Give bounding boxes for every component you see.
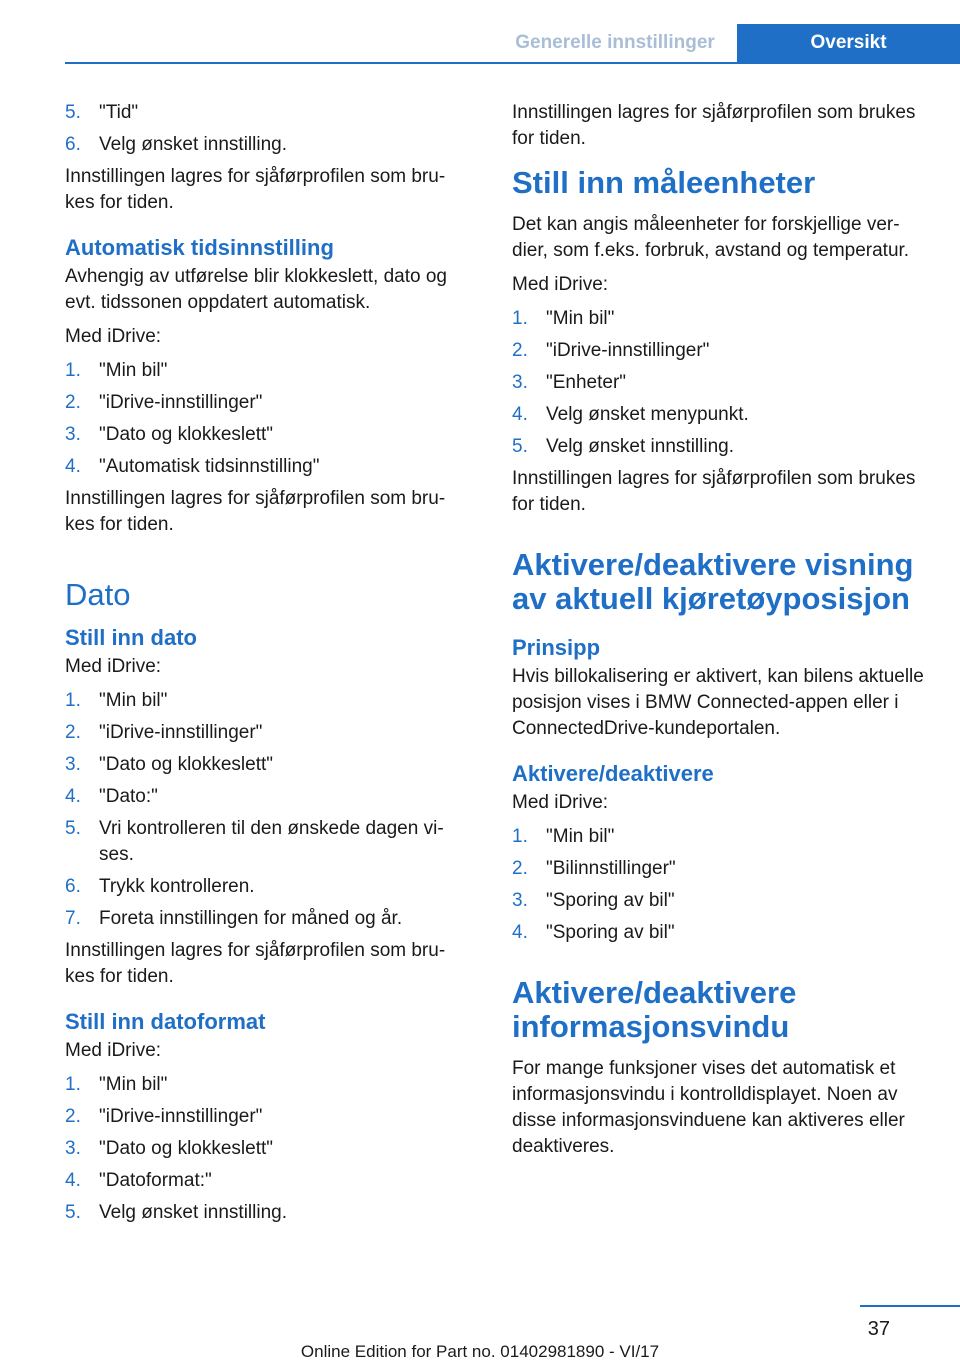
list-item-number: 5. [65,818,81,839]
paragraph-med-idrive: Med iDrive: [512,792,609,813]
list-enheter-steps [512,306,924,460]
list-item-text: "Dato:" [99,786,158,807]
list-item-number: 4. [65,1170,81,1191]
list-tid [65,100,467,158]
heading-prinsipp: Prinsipp [512,635,601,660]
paragraph-informasjonsvindu: For mange funksjoner vises det automatisk et informasjonsvindu i kontrolldisplayet. Noen av disse informasjonsvinduene kan aktiveres eller deaktiveres. [512,1058,905,1157]
heading-still-inn-dato: Still inn dato [65,625,197,650]
paragraph-automatisk: Avhengig av utførelse blir klokkeslett, dato og evt. tidssonen oppdatert automatisk. [65,266,447,313]
list-item [512,338,924,364]
heading-still-inn-datoformat: Still inn datoformat [65,1009,266,1034]
list-item-text: Velg ønsket innstilling. [99,134,287,155]
list-item-number: 2. [512,858,528,879]
list-item-number: 5. [512,436,528,457]
paragraph-maaleenheter: Det kan angis måleenheter for forskjellige verdier, som f.eks. forbruk, avstand og temperatur. [512,214,910,261]
list-automatisk-steps [65,358,467,480]
list-item-text: Velg ønsket menypunkt. [546,404,749,425]
list-item [65,1104,467,1130]
list-item-text: "Enheter" [546,372,627,393]
list-item-text: Foreta innstillingen for måned og år. [99,908,403,929]
list-item-number: 3. [512,890,528,911]
list-item [65,100,467,126]
list-item [65,1200,467,1226]
paragraph-prinsipp: Hvis billokalisering er aktivert, kan bilens aktuelle posisjon vises i BMW Connected-appen eller i ConnectedDrive-kundeportalen. [512,666,924,739]
list-item-number: 3. [65,1138,81,1159]
list-item [65,422,467,448]
list-item-number: 7. [65,908,81,929]
heading-aktivere-deaktivere: Aktivere/deaktivere [512,761,714,786]
list-item [65,390,467,416]
list-item [65,906,467,932]
header-tab-oversikt: Oversikt [737,24,960,62]
paragraph-med-idrive: Med iDrive: [65,326,162,347]
page-number: 37 [867,1318,890,1340]
list-sporing-steps [512,824,924,946]
list-item-text: "Datoformat:" [99,1170,212,1191]
list-item-text: "iDrive-innstillinger" [99,722,263,743]
list-item-number: 6. [65,134,81,155]
right-column [512,100,924,1168]
list-datoformat-steps [65,1072,467,1226]
list-item-number: 1. [65,360,81,381]
list-item-text: "Min bil" [546,826,615,847]
list-item-text: Trykk kontrolleren. [99,876,255,897]
paragraph-profile-note: Innstillingen lagres for sjåførprofilen som brukes for tiden. [65,166,446,213]
list-item-text: "Tid" [99,102,139,123]
list-item-number: 3. [65,424,81,445]
paragraph-profile-note: Innstillingen lagres for sjåførprofilen som brukes for tiden. [65,488,446,535]
list-item [65,720,467,746]
header-section-title: Generelle innstillinger [515,32,715,53]
list-item-text: Velg ønsket innstilling. [99,1202,287,1223]
list-item [65,688,467,714]
list-item [65,1136,467,1162]
list-item [65,132,467,158]
list-item [65,1168,467,1194]
list-item-number: 2. [65,1106,81,1127]
list-item-number: 1. [65,690,81,711]
list-item-number: 1. [65,1074,81,1095]
paragraph-med-idrive: Med iDrive: [65,656,162,677]
paragraph-profile-note: Innstillingen lagres for sjåførprofilen som brukes for tiden. [512,102,916,149]
list-item [512,402,924,428]
list-item-text: "Dato og klokkeslett" [99,1138,274,1159]
heading-automatisk-tidsinnstilling: Automatisk tidsinnstilling [65,235,334,260]
list-item-text: "Sporing av bil" [546,890,675,911]
list-item-text: "Min bil" [546,308,615,329]
paragraph-profile-note: Innstillingen lagres for sjåførprofilen som brukes for tiden. [512,468,916,515]
list-dato-steps [65,688,467,932]
list-item-text: "iDrive-innstillinger" [546,340,710,361]
list-item [512,306,924,332]
list-item-number: 2. [65,722,81,743]
list-item [512,888,924,914]
list-item-text: "iDrive-innstillinger" [99,392,263,413]
list-item-text: "Min bil" [99,360,168,381]
list-item-number: 4. [65,456,81,477]
list-item [512,370,924,396]
footer-edition-text: Online Edition for Part no. 01402981890 - VI/17 [300,1342,660,1361]
list-item [65,752,467,778]
paragraph-med-idrive: Med iDrive: [512,274,609,295]
list-item-number: 5. [65,1202,81,1223]
list-item-text: Velg ønsket innstilling. [546,436,734,457]
list-item [512,824,924,850]
list-item-text: "Sporing av bil" [546,922,675,943]
heading-dato: Dato [65,577,131,612]
list-item [65,454,467,480]
list-item [65,1072,467,1098]
list-item-number: 3. [512,372,528,393]
list-item-text: "Bilinnstillinger" [546,858,676,879]
heading-informasjonsvindu: Aktivere/deaktivere informasjonsvindu [512,975,797,1044]
list-item-number: 4. [65,786,81,807]
list-item-number: 2. [65,392,81,413]
list-item-number: 6. [65,876,81,897]
list-item [512,856,924,882]
heading-visning-kjoretoyposisjon: Aktivere/deaktivere visning av aktuell kjøretøyposisjon [512,547,914,616]
list-item-number: 3. [65,754,81,775]
list-item-number: 2. [512,340,528,361]
list-item-number: 4. [512,404,528,425]
list-item [512,920,924,946]
heading-still-inn-maaleenheter: Still inn måleenheter [512,165,816,200]
paragraph-profile-note: Innstillingen lagres for sjåførprofilen som brukes for tiden. [65,940,446,987]
list-item [65,816,467,868]
list-item [65,358,467,384]
list-item-text: Vri kontrolleren til den ønskede dagen vises. [99,818,444,865]
footer-rule [860,1305,960,1307]
list-item-text: "Min bil" [99,690,168,711]
list-item-text: "Dato og klokkeslett" [99,754,274,775]
list-item [512,434,924,460]
list-item [65,784,467,810]
list-item-number: 1. [512,308,528,329]
list-item-text: "iDrive-innstillinger" [99,1106,263,1127]
list-item-number: 5. [65,102,81,123]
list-item-text: "Dato og klokkeslett" [99,424,274,445]
paragraph-med-idrive: Med iDrive: [65,1040,162,1061]
list-item-text: "Min bil" [99,1074,168,1095]
list-item [65,874,467,900]
list-item-text: "Automatisk tidsinnstilling" [99,456,320,477]
list-item-number: 4. [512,922,528,943]
left-column [65,100,467,1232]
list-item-number: 1. [512,826,528,847]
header-rule [65,62,960,64]
